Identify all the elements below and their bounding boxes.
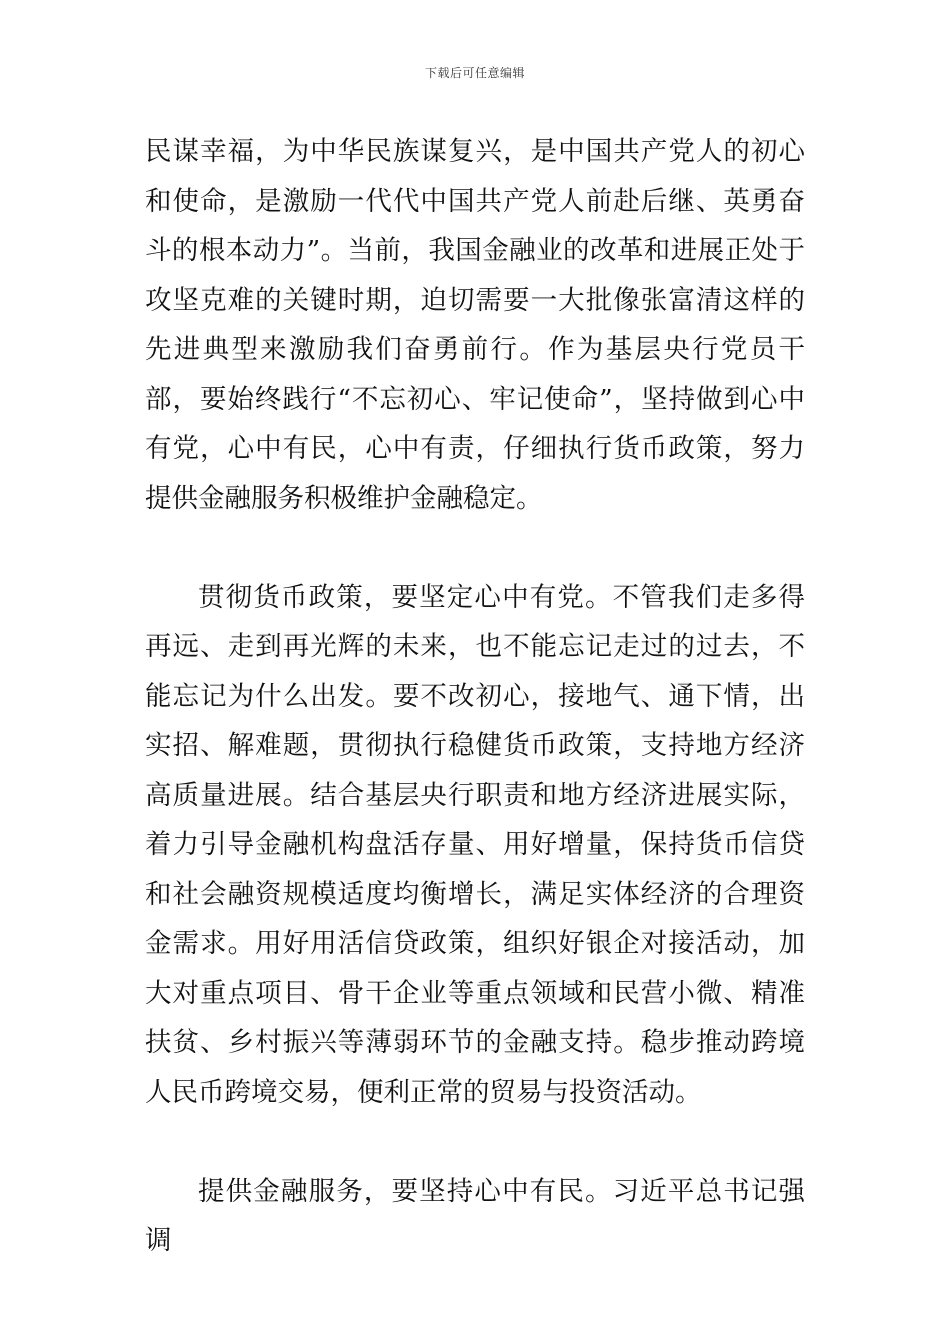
paragraph-spacer — [145, 1117, 805, 1167]
paragraph-2: 贯彻货币政策，要坚定心中有党。不管我们走多得再远、走到再光辉的未来，也不能忘记走过的过去，不能忘记为什么出发。要不改初心，接地气、通下情，出实招、解难题，贯彻执行稳健货币政策，支持地方经济高质量进展。结合基层央行职责和地方经济进展实际，着力引导金融机构盘活存量、用好增量，保持货币信贷和社会融资规模适度均衡增长，满足实体经济的合理资金需求。用好用活信贷政策，组织好银企对接活动，加大对重点项目、骨干企业等重点领域和民营小微、精准扶贫、乡村振兴等薄弱环节的金融支持。稳步推动跨境人民币跨境交易，便利正常的贸易与投资活动。 — [145, 581, 805, 1108]
paragraph-spacer — [145, 523, 805, 573]
document-body — [145, 127, 805, 1266]
paragraph-1: 民谋幸福，为中华民族谋复兴，是中国共产党人的初心和使命，是激励一代代中国共产党人前赴后继、英勇奋斗的根本动力”。当前，我国金融业的改革和进展正处于攻坚克难的关键时期，迫切需要一大批像张富清这样的先进典型来激励我们奋勇前行。作为基层央行党员干部，要始终践行“不忘初心、牢记使命”，坚持做到心中有党，心中有民，心中有责，仔细执行货币政策，努力提供金融服务积极维护金融稳定。 — [145, 136, 805, 514]
page-header-note: 下载后可任意编辑 — [424, 66, 525, 80]
paragraph-3: 提供金融服务，要坚持心中有民。习近平总书记强调 — [145, 1175, 805, 1256]
